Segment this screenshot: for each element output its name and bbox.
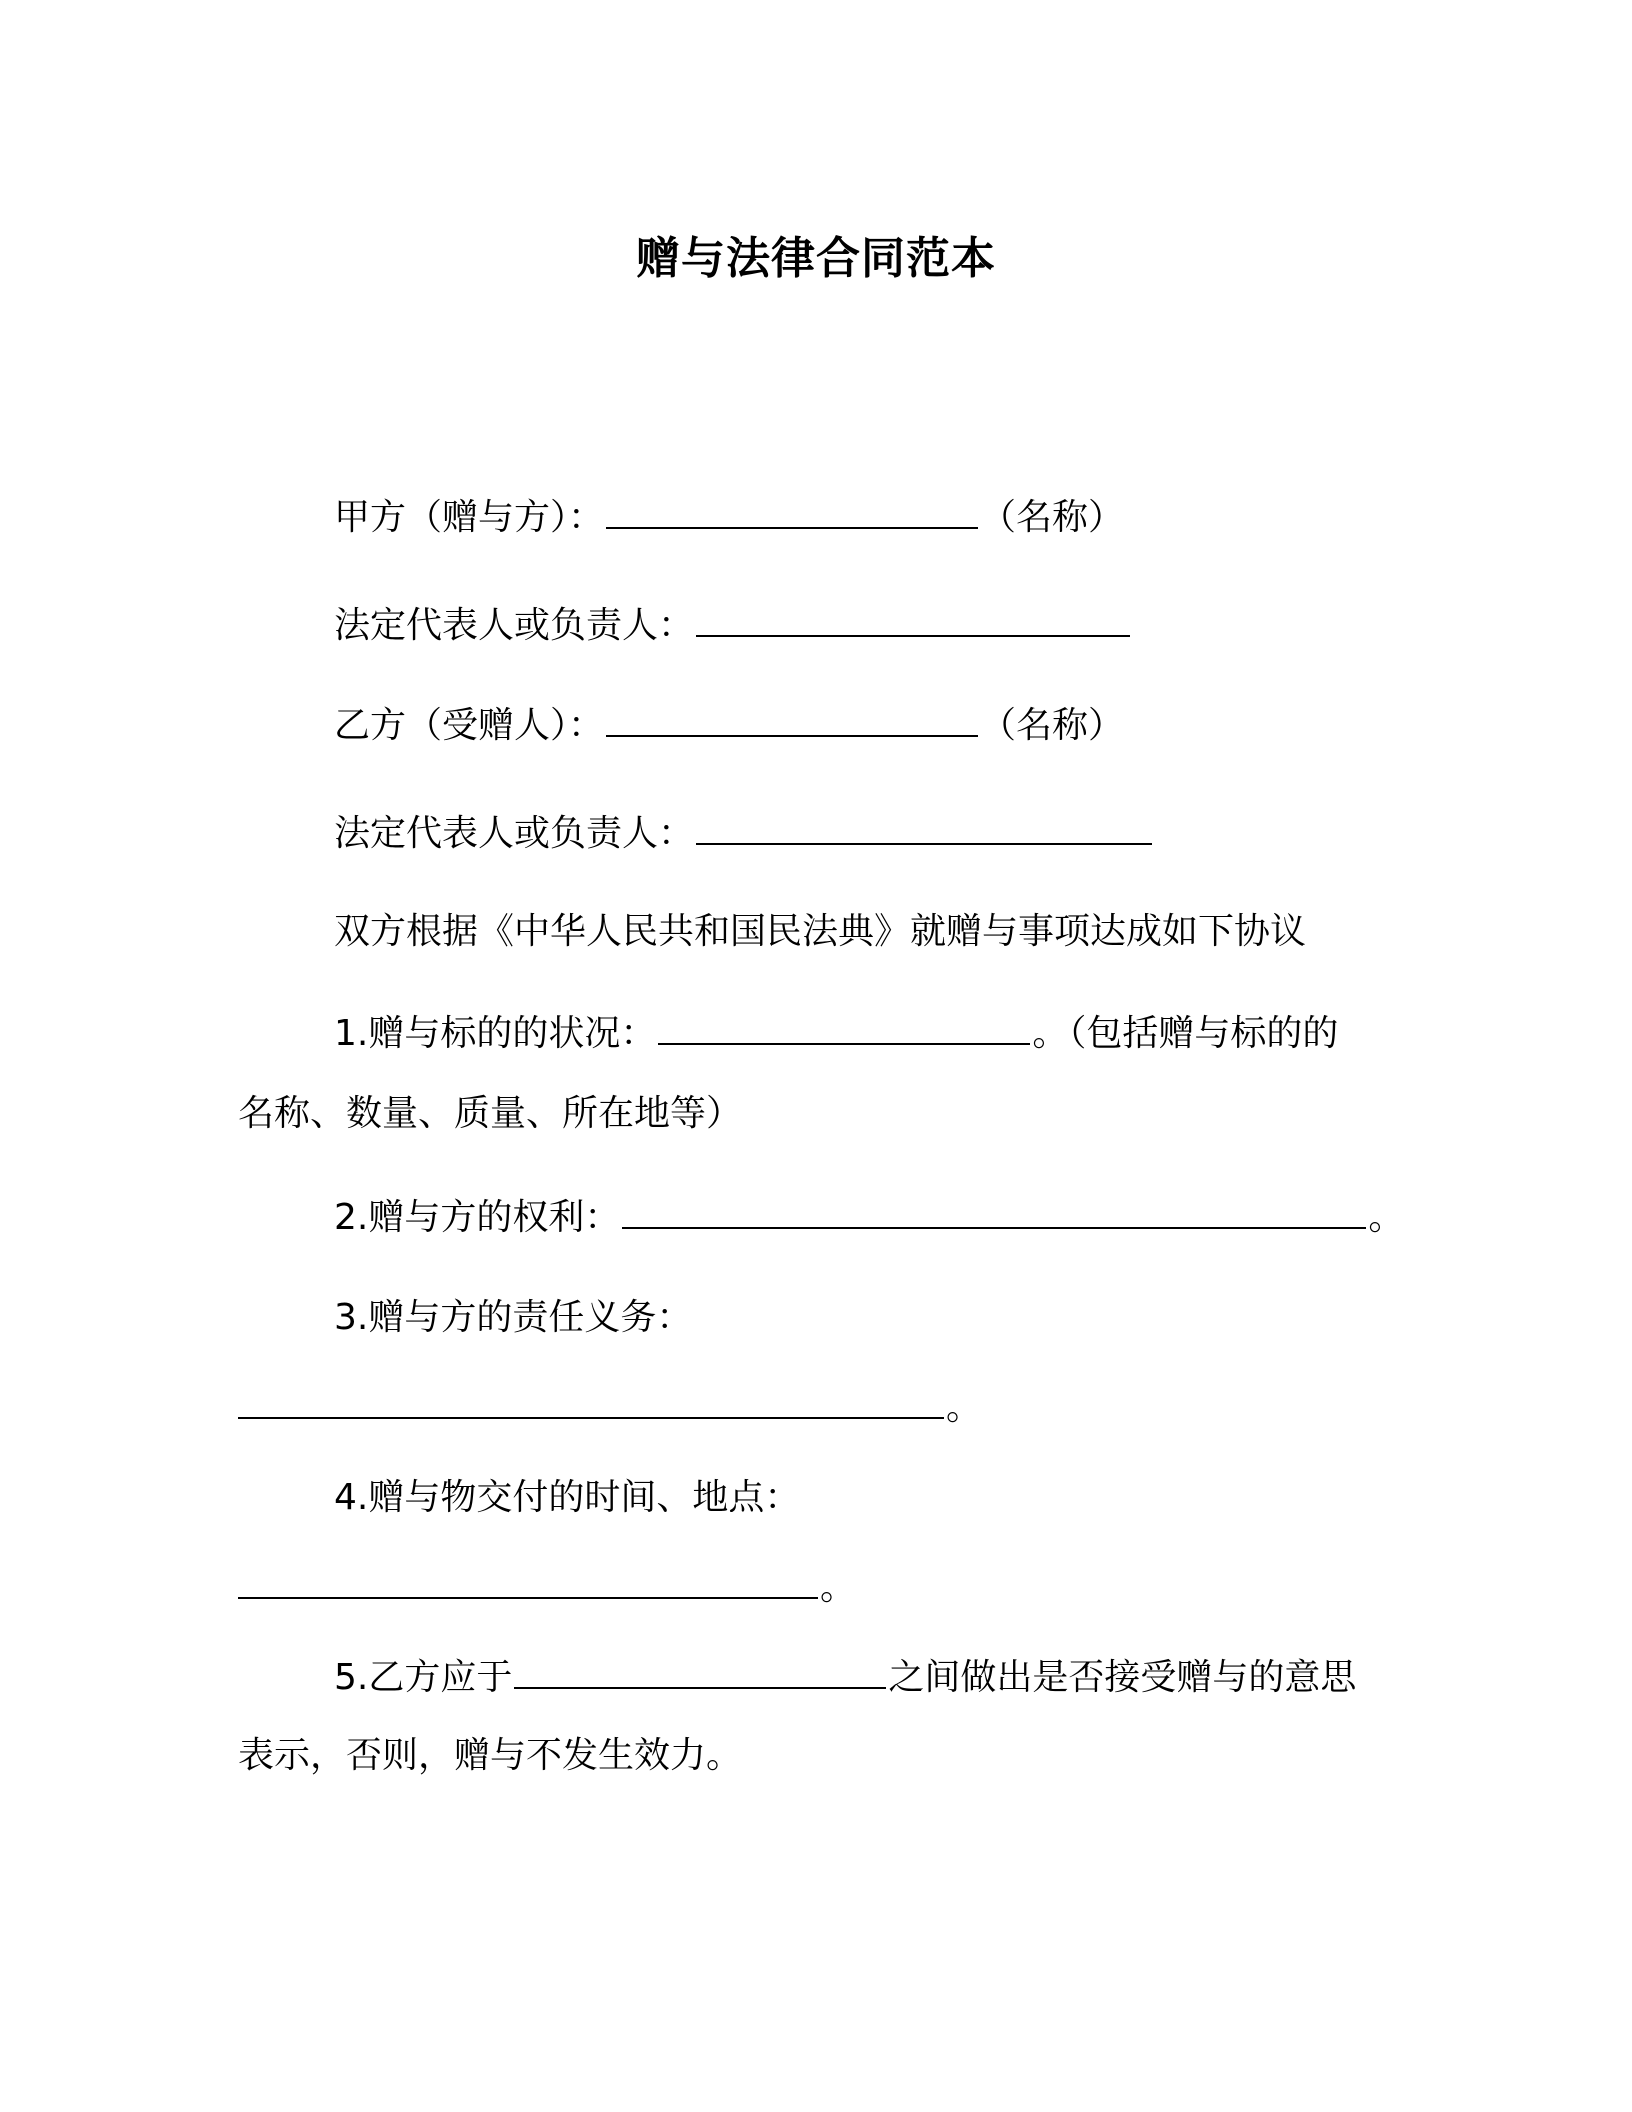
item-3-blank[interactable]	[238, 1387, 944, 1419]
item-1-blank[interactable]	[658, 1013, 1030, 1045]
item-2-blank[interactable]	[622, 1197, 1366, 1229]
agreement-basis: 双方根据《中华人民共和国民法典》就赠与事项达成如下协议	[334, 911, 1307, 952]
item-3-label: 3.赠与方的责任义务：	[334, 1297, 693, 1338]
party-a-name-suffix: （名称）	[980, 497, 1125, 538]
legal-rep-label: 法定代表人或负责人：	[334, 605, 695, 646]
party-b-legal-rep-line	[334, 812, 1154, 856]
legal-rep-label: 法定代表人或负责人：	[334, 813, 695, 854]
item-4-blank-line	[238, 1566, 856, 1610]
item-4-label: 4.赠与物交付的时间、地点：	[334, 1477, 801, 1518]
item-5-continuation: 表示，否则，赠与不发生效力。	[238, 1735, 743, 1776]
item-2-period: 。	[1368, 1197, 1405, 1238]
item-4-blank[interactable]	[238, 1567, 818, 1599]
party-b-legal-rep-blank[interactable]	[696, 813, 1152, 845]
party-b-name-blank[interactable]	[606, 705, 978, 737]
party-b-line	[334, 704, 1124, 748]
item-1-label: 1.赠与标的的状况：	[334, 1013, 657, 1054]
item-2-label: 2.赠与方的权利：	[334, 1197, 621, 1238]
party-b-label: 乙方（受赠人）：	[334, 705, 605, 746]
item-2-line	[334, 1196, 1404, 1240]
party-a-legal-rep-blank[interactable]	[696, 605, 1130, 637]
item-1-line	[334, 1012, 1338, 1056]
party-a-label: 甲方（赠与方）：	[334, 497, 605, 538]
item-5-blank[interactable]	[514, 1657, 886, 1689]
item-4-period: 。	[820, 1567, 857, 1608]
party-b-name-suffix: （名称）	[980, 705, 1125, 746]
item-3-period: 。	[946, 1387, 983, 1428]
item-1-continuation: 名称、数量、质量、所在地等）	[238, 1093, 743, 1134]
item-5-label: 5.乙方应于	[334, 1657, 513, 1698]
document-title: 赠与法律合同范本	[636, 233, 996, 284]
item-5-line	[334, 1656, 1356, 1700]
item-5-suffix: 之间做出是否接受赠与的意思	[888, 1657, 1357, 1698]
party-a-name-blank[interactable]	[606, 497, 978, 529]
party-a-legal-rep-line	[334, 604, 1132, 648]
item-3-blank-line	[238, 1386, 982, 1430]
party-a-line	[334, 496, 1124, 540]
item-1-suffix: 。（包括赠与标的的	[1032, 1013, 1339, 1054]
